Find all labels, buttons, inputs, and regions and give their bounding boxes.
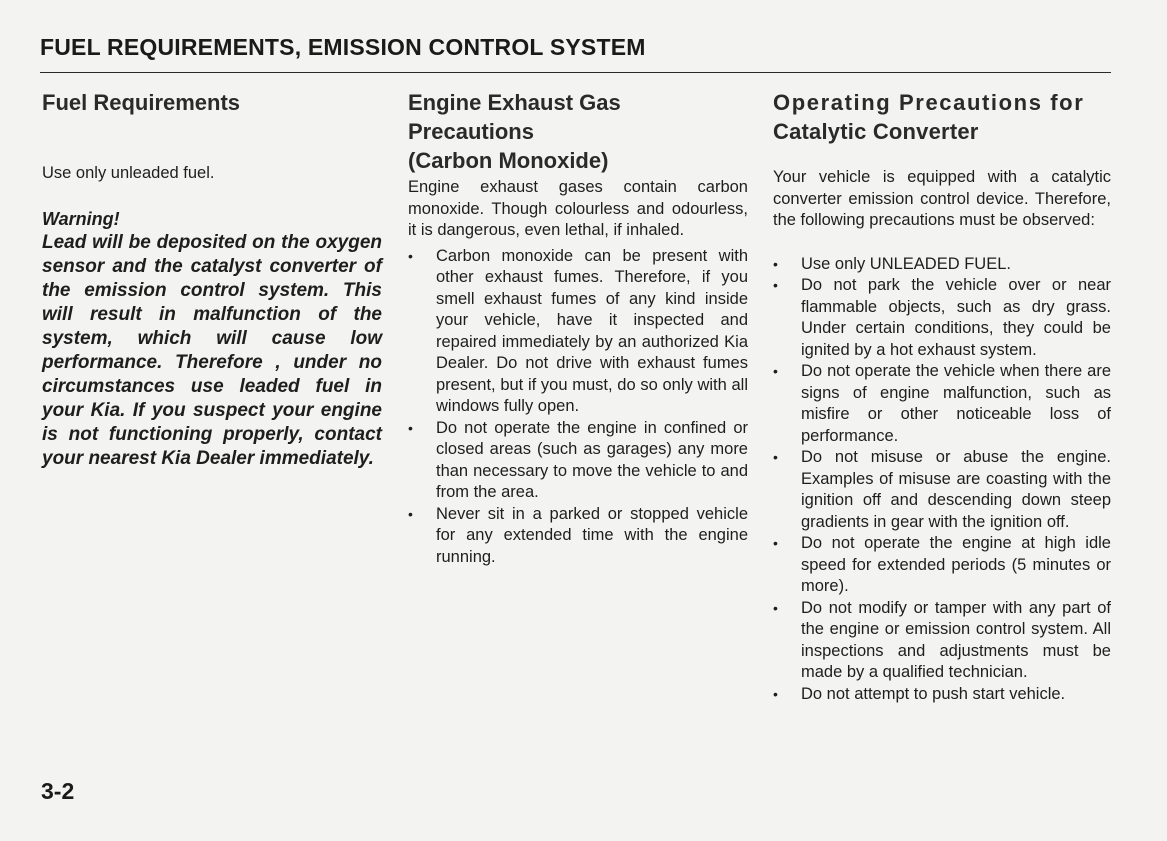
bullet-icon: • — [408, 419, 413, 436]
exhaust-heading-line1: Engine Exhaust Gas — [408, 90, 621, 115]
bullet-icon: • — [773, 535, 778, 551]
catalytic-heading — [773, 88, 1111, 146]
bullet-icon: • — [773, 599, 778, 616]
bullet-icon: • — [773, 255, 778, 272]
catalytic-converter-section — [773, 88, 1111, 705]
exhaust-heading-line3: (Carbon Monoxide) — [408, 148, 609, 173]
list-item: • Do not operate the engine in confined or closed areas (such as garages) any more than necessary to move the vehicle to and from the area. — [408, 418, 748, 501]
page-number: 3-2 — [41, 778, 75, 804]
exhaust-heading — [408, 88, 748, 175]
bullet-icon: • — [773, 363, 778, 379]
list-item: • Carbon monoxide can be present with other exhaust fumes. Therefore, if you smell exhaust fumes of any kind inside your vehicle, have it inspected and repaired immediately by an authorized Kia Dealer. Do not drive with exhaust fumes present, but if you must, do so only with all windows fully open. — [408, 246, 748, 415]
list-item: • Do not misuse or abuse the engine. Examples of misuse are coasting with the ignition off and descending down steep gradients in gear with the ignition off. — [773, 448, 1111, 531]
catalytic-heading-line2: Catalytic Converter — [773, 119, 979, 144]
exhaust-intro-text: Engine exhaust gases contain carbon monoxide. Though colourless and odourless, it is dangerous, even lethal, if inhaled. — [408, 178, 748, 239]
exhaust-bullet-list — [408, 246, 748, 569]
catalytic-bullet-list — [773, 254, 1111, 706]
list-item: • Do not park the vehicle over or near flammable objects, such as dry grass. Under certain conditions, they could be ignited by a hot exhaust system. — [773, 276, 1111, 359]
bullet-icon: • — [773, 685, 778, 702]
page-header-title: FUEL REQUIREMENTS, EMISSION CONTROL SYSTEM — [40, 34, 646, 60]
catalytic-heading-line1: Operating Precautions for — [773, 90, 1085, 115]
list-item: • Do not modify or tamper with any part of the engine or emission control system. All inspections and adjustments must be made by a qualified technician. — [773, 598, 1111, 681]
warning-text: Lead will be deposited on the oxygen sensor and the catalyst converter of the emission control system. This will result in malfunction of the system, which will cause low performance. Therefore , under no circumstances use leaded fuel in your Kia. If you suspect your engine is not functioning properly, contact your nearest Kia Dealer immediately. — [42, 231, 382, 469]
list-item: • Do not operate the vehicle when there are signs of engine malfunction, such as misfire or other noticeable loss of performance. — [773, 362, 1111, 445]
header-divider — [40, 72, 1111, 73]
bullet-icon: • — [408, 247, 413, 264]
fuel-intro-text: Use only unleaded fuel. — [42, 164, 215, 182]
catalytic-intro-text: Your vehicle is equipped with a catalytic converter emission control device. Therefore, the following precautions must be observed: — [773, 168, 1111, 229]
fuel-requirements-heading: Fuel Requirements — [42, 90, 241, 115]
list-item: • Never sit in a parked or stopped vehicle for any extended time with the engine running. — [408, 504, 748, 566]
exhaust-precautions-section — [408, 88, 748, 568]
list-item: • Do not operate the engine at high idle speed for extended periods (5 minutes or more). — [773, 534, 1111, 595]
bullet-icon: • — [773, 277, 778, 293]
list-item: • Use only UNLEADED FUEL. — [773, 254, 1111, 276]
fuel-requirements-section — [42, 88, 382, 471]
exhaust-heading-line2: Precautions — [408, 119, 534, 144]
bullet-icon: • — [773, 449, 778, 465]
warning-title: Warning! — [42, 208, 120, 229]
bullet-icon: • — [408, 505, 413, 522]
list-item: • Do not attempt to push start vehicle. — [773, 684, 1111, 706]
